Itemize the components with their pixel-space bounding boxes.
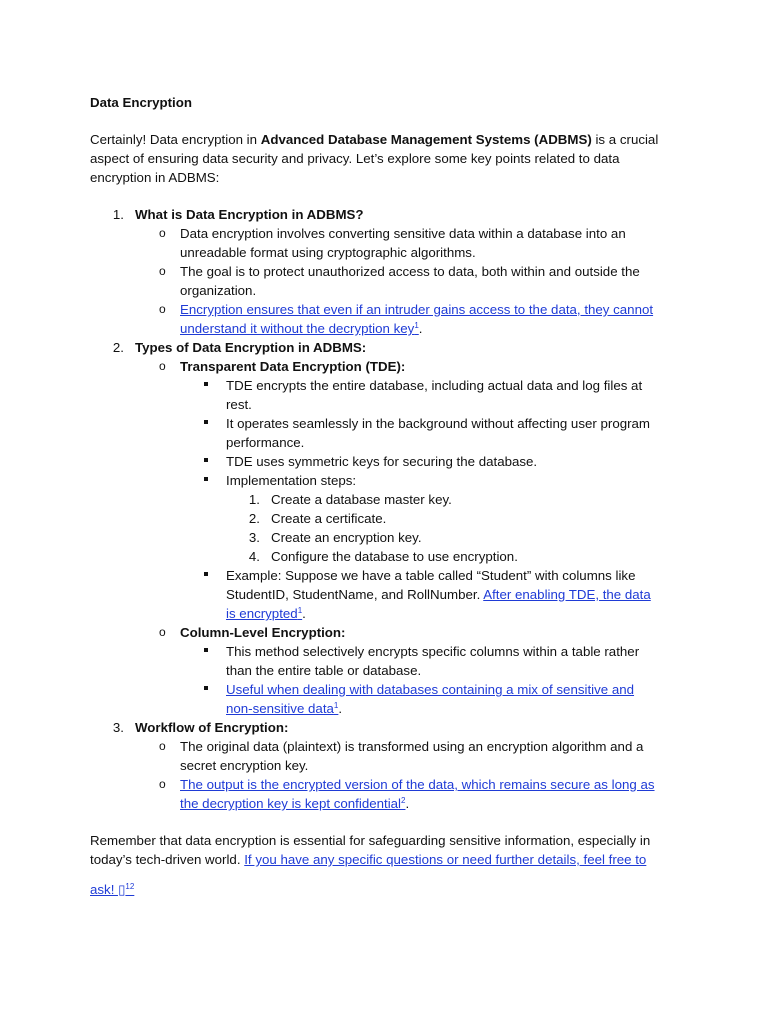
step-text: Create a database master key. [271, 492, 452, 507]
tde-item-5-line-1: Example: Suppose we have a table called “Student” with columns like [226, 568, 636, 583]
cle-item-2-line-2[interactable]: non-sensitive data$^1$. [226, 701, 343, 716]
document-title: Data Encryption [90, 95, 192, 110]
circle-bullet: o [159, 625, 166, 639]
tde-item-5-line-2[interactable]: StudentID, StudentName, and RollNumber. After enabling TDE, the data [226, 587, 651, 602]
cle-item-2-line-1[interactable] [226, 680, 634, 699]
s1-bullet-2-line-2: organization. [180, 283, 257, 298]
section-3-number: 3. [112, 720, 124, 735]
cle-item-1-line-2: than the entire table or database. [226, 663, 422, 678]
square-bullet [204, 477, 208, 481]
tde-item-1-line-1: TDE encrypts the entire database, including actual data and log files at [226, 378, 643, 393]
citation-link[interactable]: the decryption key is kept confidential$^2$ [180, 796, 406, 811]
step-number: 2. [248, 511, 260, 526]
citation-link[interactable]: is encrypted$^1$ [226, 606, 303, 621]
citation-link[interactable]: After enabling TDE, the data [483, 587, 651, 602]
cle-heading: Column-Level Encryption: [180, 625, 346, 640]
circle-bullet: o [159, 777, 166, 791]
s1-bullet-3-line-1[interactable] [180, 300, 653, 319]
square-bullet [204, 686, 208, 690]
citation-link[interactable]: non-sensitive data$^1$ [226, 701, 339, 716]
section-3-heading: Workflow of Encryption: [135, 720, 289, 735]
step-number: 3. [248, 530, 260, 545]
citation-link[interactable]: The output is the encrypted version of the data, which remains secure as long as [180, 777, 655, 792]
step-text: Create a certificate. [271, 511, 387, 526]
closing-line-1: Remember that data encryption is essential for safeguarding sensitive information, especially in [90, 833, 651, 848]
tde-item-5-line-3[interactable]: is encrypted$^1$. [226, 606, 306, 621]
s3-bullet-2-line-2[interactable]: the decryption key is kept confidential$^2$. [180, 796, 410, 811]
s1-bullet-2-line-1: The goal is to protect unauthorized access to data, both within and outside the [180, 264, 640, 279]
s3-bullet-1-line-1: The original data (plaintext) is transformed using an encryption algorithm and a [180, 739, 644, 754]
closing-line-3[interactable] [90, 880, 134, 899]
step-number: 1. [248, 492, 260, 507]
section-2-heading: Types of Data Encryption in ADBMS: [135, 340, 367, 355]
s3-bullet-2-line-1[interactable] [180, 775, 655, 794]
citation-link[interactable]: understand it without the decryption key$^1$ [180, 321, 419, 336]
tde-item-2-line-2: performance. [226, 435, 305, 450]
square-bullet [204, 458, 208, 462]
followup-link[interactable]: ask! ▯$^{12}$ [90, 882, 135, 897]
s1-bullet-3-line-2[interactable]: understand it without the decryption key$^1$. [180, 321, 423, 336]
s1-bullet-1-line-2: unreadable format using cryptographic algorithms. [180, 245, 476, 260]
tde-item-3: TDE uses symmetric keys for securing the database. [226, 454, 538, 469]
square-bullet [204, 648, 208, 652]
citation-link[interactable]: Encryption ensures that even if an intruder gains access to the data, they cannot [180, 302, 654, 317]
step-text: Configure the database to use encryption. [271, 549, 518, 564]
citation-link[interactable]: Useful when dealing with databases containing a mix of sensitive and [226, 682, 635, 697]
section-1-number: 1. [112, 207, 124, 222]
followup-link[interactable]: If you have any specific questions or need further details, feel free to [244, 852, 647, 867]
closing-line-2[interactable]: today’s tech-driven world. If you have any specific questions or need further details, feel free to [90, 852, 647, 867]
circle-bullet: o [159, 302, 166, 316]
tde-item-2-line-1: It operates seamlessly in the background without affecting user program [226, 416, 651, 431]
section-1-heading: What is Data Encryption in ADBMS? [135, 207, 364, 222]
intro-line-2: aspect of ensuring data security and privacy. Let’s explore some key points related to data [90, 151, 620, 166]
intro-line-1: Certainly! Data encryption in Advanced Database Management Systems (ADBMS) is a crucial [90, 132, 659, 147]
square-bullet [204, 382, 208, 386]
cle-item-1-line-1: This method selectively encrypts specific columns within a table rather [226, 644, 640, 659]
tde-item-4: Implementation steps: [226, 473, 357, 488]
circle-bullet: o [159, 739, 166, 753]
square-bullet [204, 572, 208, 576]
section-2-number: 2. [112, 340, 124, 355]
tde-item-1-line-2: rest. [226, 397, 252, 412]
circle-bullet: o [159, 264, 166, 278]
s1-bullet-1-line-1: Data encryption involves converting sensitive data within a database into an [180, 226, 626, 241]
s3-bullet-1-line-2: secret encryption key. [180, 758, 309, 773]
tde-heading: Transparent Data Encryption (TDE): [180, 359, 406, 374]
step-number: 4. [248, 549, 260, 564]
circle-bullet: o [159, 226, 166, 240]
step-text: Create an encryption key. [271, 530, 422, 545]
circle-bullet: o [159, 359, 166, 373]
intro-line-3: encryption in ADBMS: [90, 170, 220, 185]
square-bullet [204, 420, 208, 424]
